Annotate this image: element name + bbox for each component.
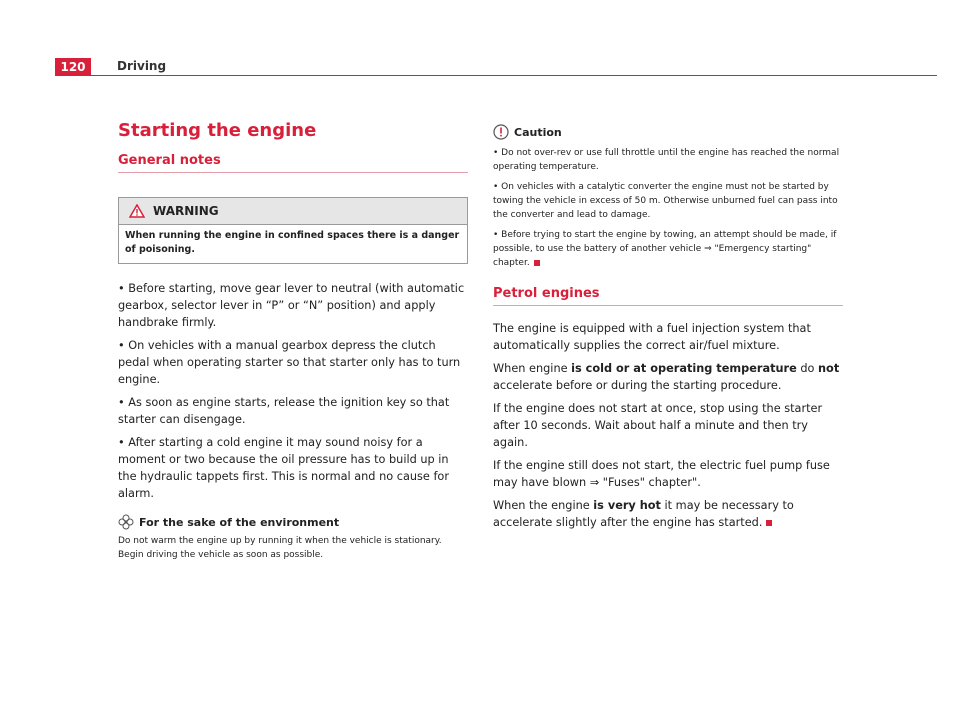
paragraph: When engine is cold or at operating temperature do not accelerate before or during the starting procedure. [493,362,840,392]
chapter-title: Driving [117,59,167,73]
warning-triangle-icon [129,204,145,218]
page-number: 120 [55,58,91,76]
section-general-notes: General notes [118,153,468,173]
bullet-item: • On vehicles with a manual gearbox depress the clutch pedal when operating starter so that starter only has to turn engine. [118,339,461,386]
environment-label: For the sake of the environment [139,515,340,529]
page-header [55,58,937,78]
environment-text: Do not warm the engine up by running it when the vehicle is stationary. Begin driving the vehicle as soon as possible. [118,536,442,560]
bullet-item: • Before starting, move gear lever to neutral (with automatic gearbox, selector lever in “P” or “N” position) and apply handbrake firmly. [118,282,465,329]
end-marker [766,520,772,526]
paragraph: If the engine still does not start, the electric fuel pump fuse may have blown ⇒ "Fuses" chapter". [493,459,830,489]
caution-label: Caution [514,125,562,139]
right-column [493,124,843,537]
bullet-item: • After starting a cold engine it may sound noisy for a moment or two because the oil pressure has to build up in the hydraulic tappets first. This is normal and no cause for alarm. [118,436,449,500]
caution-icon [493,124,509,140]
header-divider [91,75,937,76]
flower-icon [118,514,134,530]
warning-text: When running the engine in confined spaces there is a danger of poisoning. [125,230,460,255]
paragraph: The engine is equipped with a fuel injection system that automatically supplies the correct air/fuel mixture. [493,322,811,352]
caution-item: • On vehicles with a catalytic converter the engine must not be started by towing the vehicle in excess of 50 m. Otherwise unburned fuel can pass into the converter and lead to damage. [493,182,838,220]
caution-item: • Before trying to start the engine by towing, an attempt should be made, if possible, to use the battery of another vehicle ⇒ "Emergency starting" chapter. [493,230,837,268]
warning-label: WARNING [153,204,219,218]
left-column [118,120,468,568]
environment-header [118,514,468,530]
caution-list [493,146,843,270]
paragraph: When the engine is very hot it may be necessary to accelerate slightly after the engine has started. [493,499,794,529]
environment-note [118,514,468,562]
bullet-item: • As soon as engine starts, release the ignition key so that starter can disengage. [118,396,450,426]
paragraph: If the engine does not start at once, stop using the starter after 10 seconds. Wait about half a minute and then try again. [493,402,823,449]
warning-box [118,197,468,264]
section-petrol-engines: Petrol engines [493,286,843,306]
end-marker [534,260,540,266]
warning-header [119,198,467,225]
starting-instructions [118,280,468,502]
caution-item: • Do not over-rev or use full throttle until the engine has reached the normal operating temperature. [493,148,840,172]
petrol-engines-text [493,320,843,531]
caution-header [493,124,843,140]
page-title: Starting the engine [118,120,317,141]
